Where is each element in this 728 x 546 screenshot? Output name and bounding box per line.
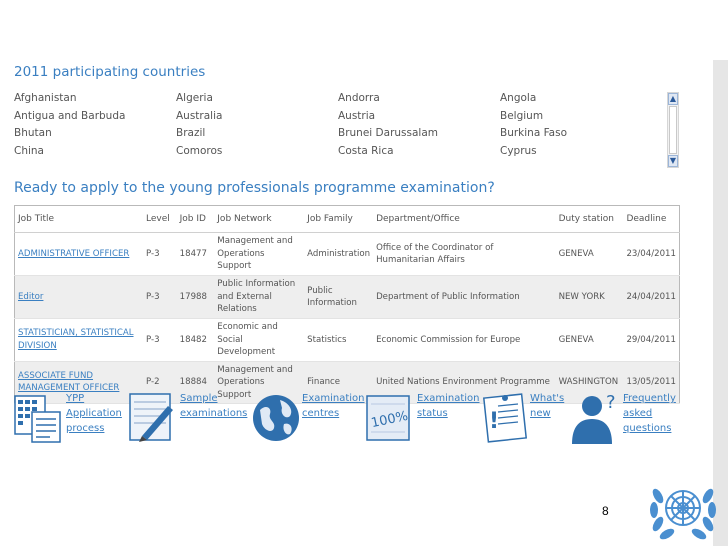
link-label-line: examinations bbox=[180, 408, 248, 419]
country-item: Belgium bbox=[500, 109, 544, 122]
table-row bbox=[15, 233, 680, 276]
job-network: Management and Operations Support bbox=[214, 233, 304, 276]
link-label-line: status bbox=[417, 408, 448, 419]
job-level: P-3 bbox=[143, 233, 177, 276]
job-deadline: 29/04/2011 bbox=[623, 319, 679, 362]
question-person-icon bbox=[570, 392, 622, 444]
job-department: United Nations Environment Programme bbox=[373, 361, 556, 404]
job-network: Public Information and External Relations bbox=[214, 276, 304, 319]
header-level[interactable]: Level bbox=[143, 206, 177, 233]
link-label-line: Frequently bbox=[623, 393, 676, 404]
countries-list bbox=[14, 92, 664, 168]
globe-icon bbox=[250, 392, 302, 444]
job-id: 18477 bbox=[177, 233, 215, 276]
country-item: Afghanistan bbox=[14, 92, 77, 104]
link-frequently-asked-questions[interactable] bbox=[570, 392, 680, 447]
country-item: Angola bbox=[500, 92, 537, 104]
country-item: Brunei Darussalam bbox=[338, 127, 438, 139]
country-item: Austria bbox=[338, 109, 376, 122]
job-deadline: 23/04/2011 bbox=[623, 233, 679, 276]
job-level: P-2 bbox=[143, 361, 177, 404]
link-label-line: YPP bbox=[66, 393, 85, 404]
link-label-line: asked bbox=[623, 408, 653, 419]
country-item: Australia bbox=[176, 109, 223, 122]
job-family: Administration bbox=[304, 233, 373, 276]
country-item: Antigua and Barbuda bbox=[14, 109, 126, 122]
link-label-line: Sample bbox=[180, 393, 218, 404]
link-label-line: new bbox=[530, 408, 551, 419]
link-label-line: Examination bbox=[302, 393, 365, 404]
100-percent-stamp-icon bbox=[365, 392, 415, 444]
country-item: Burkina Faso bbox=[500, 127, 568, 139]
job-duty-station: GENEVA bbox=[556, 319, 624, 362]
job-deadline: 24/04/2011 bbox=[623, 276, 679, 319]
header-job-family[interactable]: Job Family bbox=[304, 206, 373, 233]
apply-section-title: Ready to apply to the young professionals programme examination? bbox=[14, 180, 495, 196]
country-item: Cyprus bbox=[500, 144, 537, 157]
page-number: 8 bbox=[602, 504, 609, 518]
countries-row bbox=[14, 145, 664, 163]
countries-row bbox=[14, 110, 664, 128]
notice-note-icon bbox=[480, 392, 530, 444]
link-whats-new[interactable] bbox=[480, 392, 566, 447]
job-department: Department of Public Information bbox=[373, 276, 556, 319]
job-level: P-3 bbox=[143, 276, 177, 319]
countries-row bbox=[14, 127, 664, 145]
job-deadline: 13/05/2011 bbox=[623, 361, 679, 404]
country-item: Brazil bbox=[176, 127, 206, 139]
job-id: 17988 bbox=[177, 276, 215, 319]
country-item: China bbox=[14, 144, 44, 157]
link-ypp-application-process[interactable] bbox=[14, 392, 126, 447]
countries-section-title: 2011 participating countries bbox=[14, 64, 206, 80]
scroll-up-button[interactable]: ▲ bbox=[669, 94, 677, 103]
country-item: Andorra bbox=[338, 92, 380, 104]
un-emblem-icon bbox=[645, 474, 721, 544]
country-item: Comoros bbox=[176, 144, 223, 157]
link-label-line: Application bbox=[66, 408, 122, 419]
job-duty-station: WASHINGTON bbox=[556, 361, 624, 404]
svg-text:!: ! bbox=[489, 409, 500, 434]
header-department[interactable]: Department/Office bbox=[373, 206, 556, 233]
link-label-line: questions bbox=[623, 423, 672, 434]
job-level: P-3 bbox=[143, 319, 177, 362]
job-title-link[interactable]: ASSOCIATE FUND MANAGEMENT OFFICER bbox=[15, 361, 143, 404]
header-job-id[interactable]: Job ID bbox=[177, 206, 215, 233]
link-label-line: Examination bbox=[417, 393, 480, 404]
country-item: Algeria bbox=[176, 92, 213, 104]
job-id: 18482 bbox=[177, 319, 215, 362]
header-deadline[interactable]: Deadline bbox=[623, 206, 679, 233]
job-department: Economic Commission for Europe bbox=[373, 319, 556, 362]
scroll-down-button[interactable]: ▼ bbox=[669, 156, 677, 165]
job-title-link[interactable]: ADMINISTRATIVE OFFICER bbox=[15, 233, 143, 276]
jobs-table bbox=[14, 205, 680, 404]
table-row bbox=[15, 276, 680, 319]
document-grid-icon bbox=[14, 392, 64, 444]
job-duty-station: NEW YORK bbox=[556, 276, 624, 319]
header-job-network[interactable]: Job Network bbox=[214, 206, 304, 233]
svg-text:?: ? bbox=[606, 392, 616, 413]
job-department: Office of the Coordinator of Humanitarian Affairs bbox=[373, 233, 556, 276]
country-item: Bhutan bbox=[14, 127, 52, 139]
link-examination-centres[interactable] bbox=[250, 392, 365, 447]
job-network: Management and Operations Support bbox=[214, 361, 304, 404]
pencil-paper-icon bbox=[128, 392, 178, 444]
header-job-title[interactable]: Job Title bbox=[15, 206, 143, 233]
job-title-link[interactable]: STATISTICIAN, STATISTICAL DIVISION bbox=[15, 319, 143, 362]
link-label-line: process bbox=[66, 423, 105, 434]
link-examination-status[interactable] bbox=[365, 392, 480, 447]
job-family: Statistics bbox=[304, 319, 373, 362]
job-family: Finance bbox=[304, 361, 373, 404]
header-duty-station[interactable]: Duty station bbox=[556, 206, 624, 233]
country-item: Costa Rica bbox=[338, 144, 394, 157]
job-duty-station: GENEVA bbox=[556, 233, 624, 276]
countries-row bbox=[14, 92, 664, 110]
link-label-line: What's bbox=[530, 393, 565, 404]
job-id: 18884 bbox=[177, 361, 215, 404]
link-sample-examinations[interactable] bbox=[128, 392, 246, 447]
table-row bbox=[15, 319, 680, 362]
job-title-link[interactable]: Editor bbox=[15, 276, 143, 319]
link-label-line: centres bbox=[302, 408, 340, 419]
countries-scrollbar[interactable] bbox=[667, 92, 679, 168]
table-header-row bbox=[15, 206, 680, 233]
job-family: Public Information bbox=[304, 276, 373, 319]
job-network: Economic and Social Development bbox=[214, 319, 304, 362]
svg-text:100%: 100% bbox=[369, 408, 410, 432]
scroll-thumb[interactable] bbox=[669, 106, 677, 154]
